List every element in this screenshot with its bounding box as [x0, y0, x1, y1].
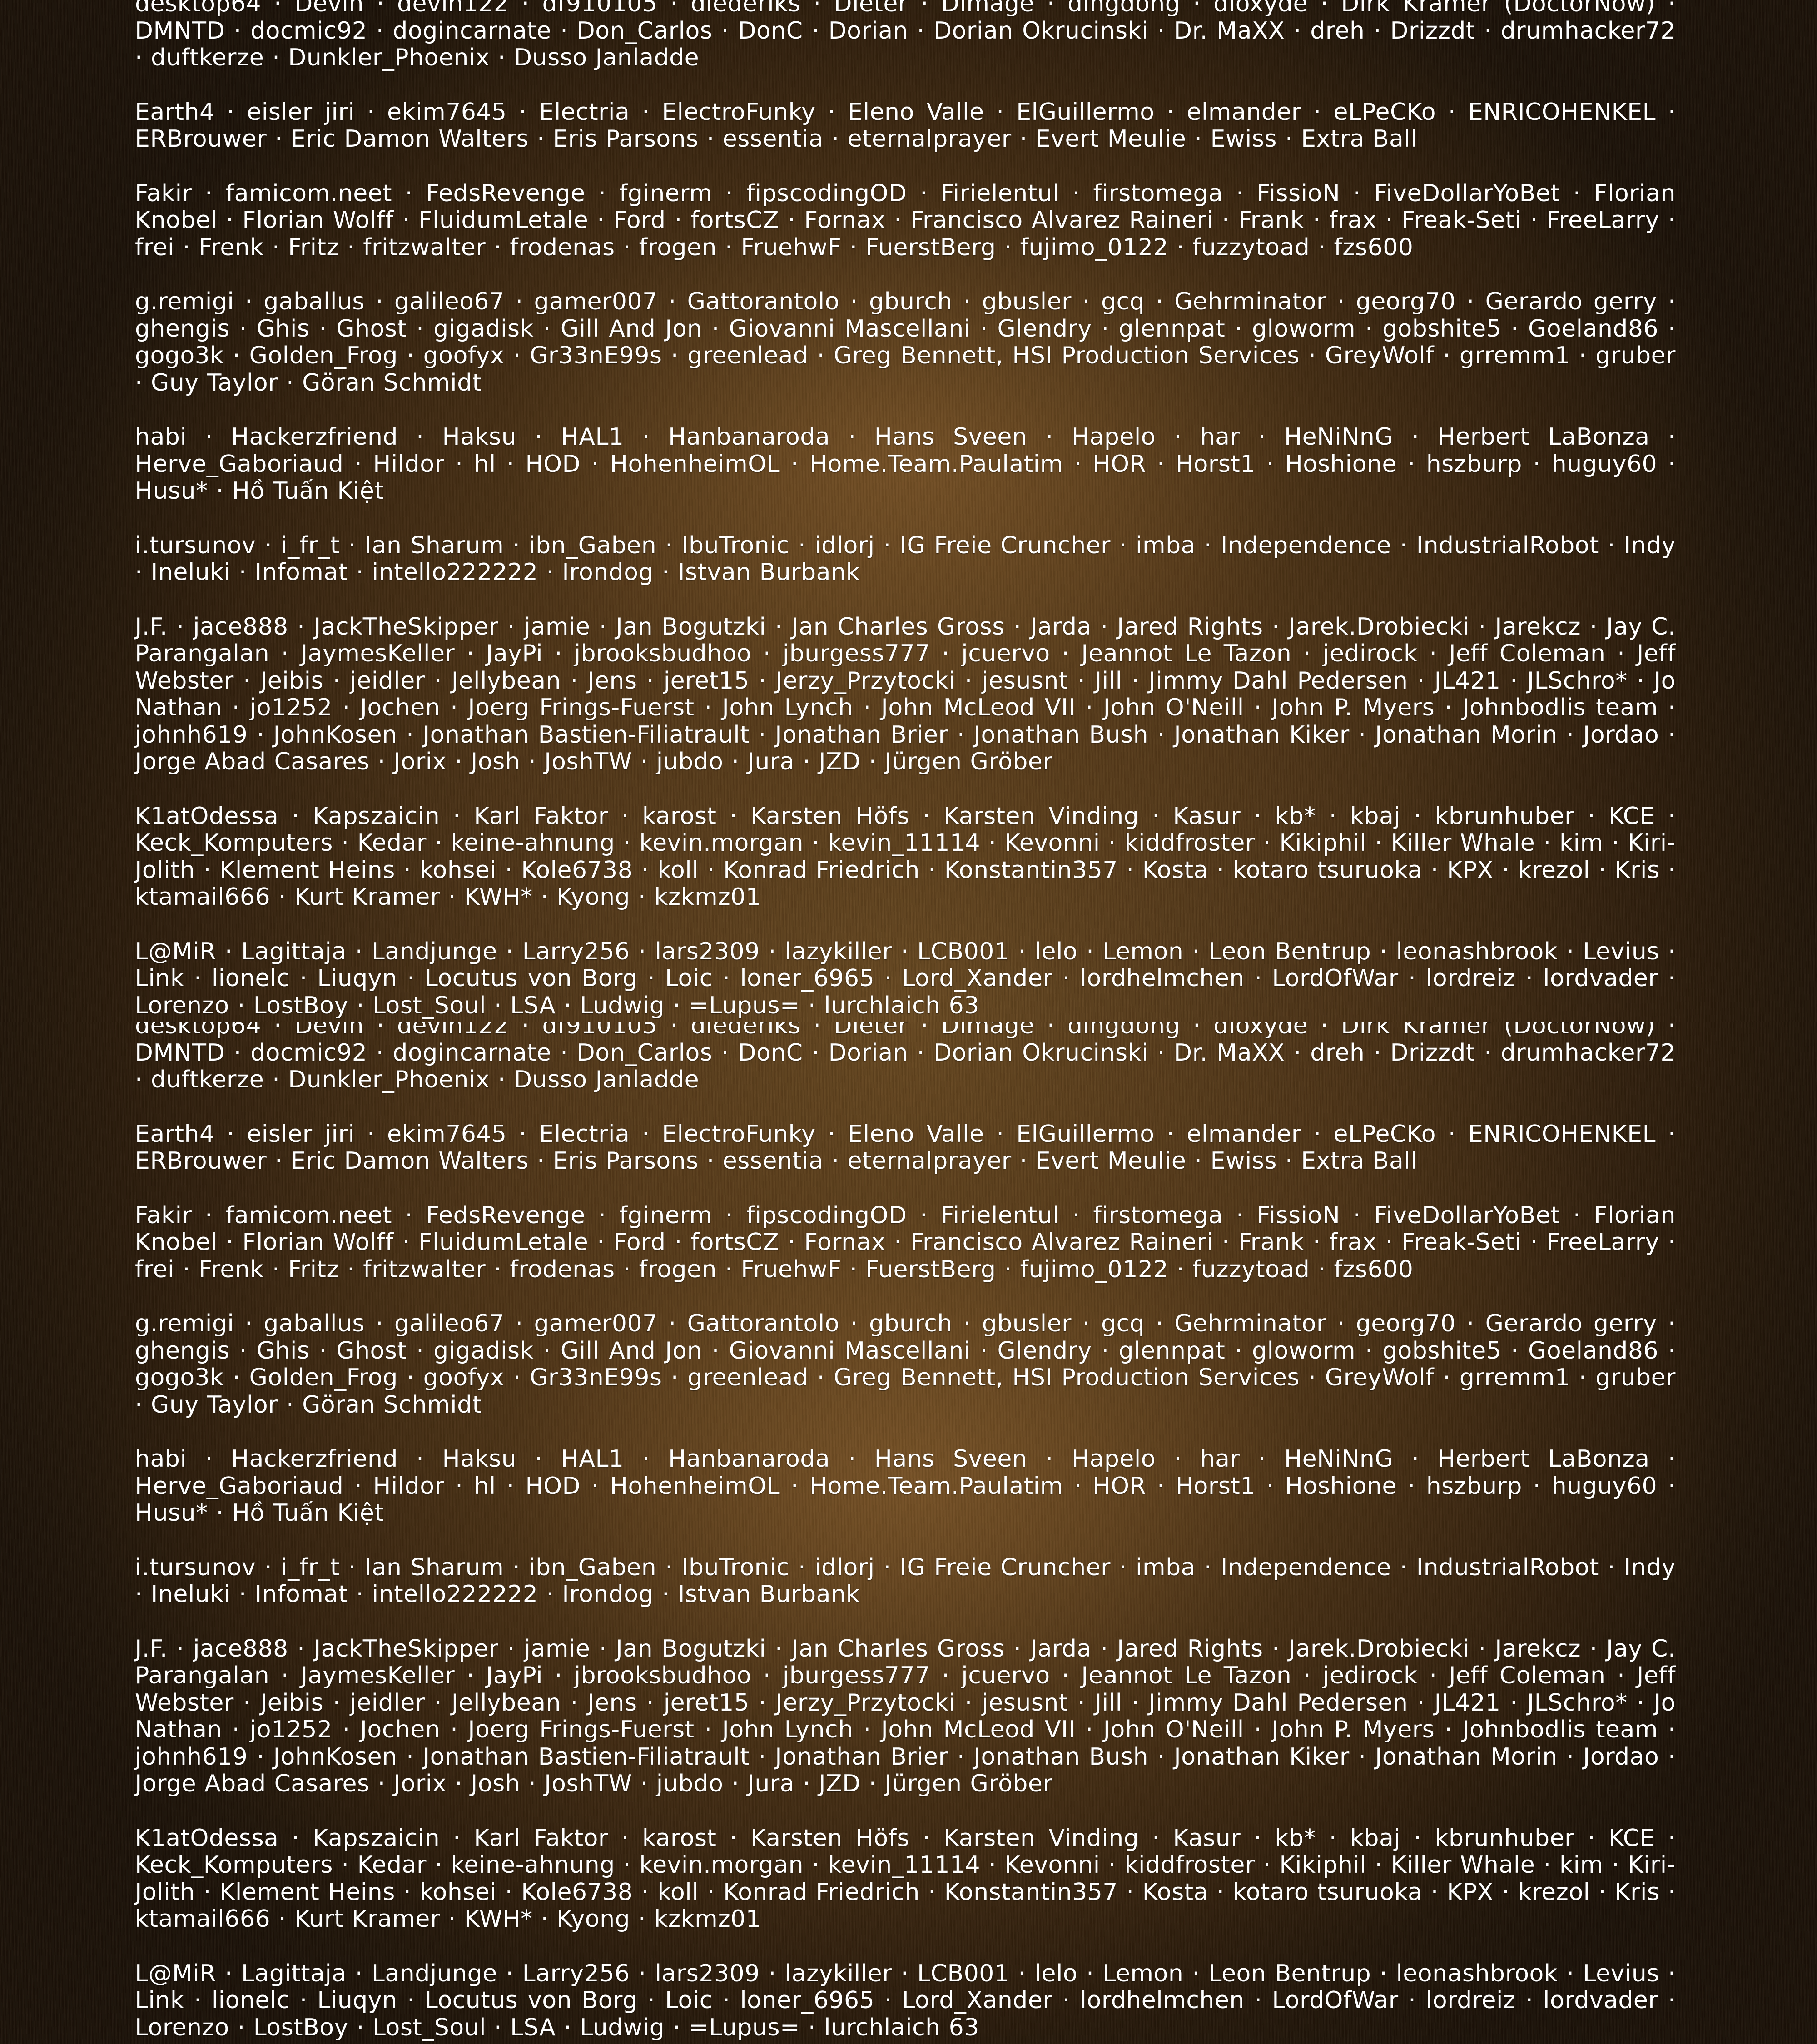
credits-section-j: J.F. · jace888 · JackTheSkipper · jamie · Jan Bogutzki · Jan Charles Gross · Jarda · Jared Rights · Jarek.Drobiecki · Jarekcz · Jay C. Parangalan · JaymesKeller · JayPi · jbrooksbudhoo · jburgess777 · jcuervo · Jeannot Le Tazon · jedirock · Jeff Coleman · Jeff Webster · Jeibis · jeidler · Jellybean · Jens · jeret15 · Jerzy_Przytocki · jesusnt · Jill · Jimmy Dahl Pedersen · JL421 · JLSchro* · Jo Nathan · jo1252 · Jochen · Joerg Frings-Fuerst · John Lynch · John McLeod VII · John O'Neill · John P. Myers · Johnbodlis team · johnh619 · JohnKosen · Jonathan Bastien-Filiatrault · Jonathan Brier · Jonathan Bush · Jonathan Kiker · Jonathan Morin · Jordao · Jorge Abad Casares · Jorix · Josh · JoshTW · jubdo · Jura · JZD · Jürgen Gröber	[135, 614, 1676, 776]
credits-section-g: g.remigi · gaballus · galileo67 · gamer007 · Gattorantolo · gburch · gbusler · gcq · Gehrminator · georg70 · Gerardo gerry · ghengis · Ghis · Ghost · gigadisk · Gill And Jon · Giovanni Mascellani · Glendry · glennpat · gloworm · gobshite5 · Goeland86 · gogo3k · Golden_Frog · goofyx · Gr33nE99s · greenlead · Greg Bennett, HSI Production Services · GreyWolf · grremm1 · gruber · Guy Taylor · Göran Schmidt	[135, 288, 1676, 397]
credits-section-j: J.F. · jace888 · JackTheSkipper · jamie · Jan Bogutzki · Jan Charles Gross · Jarda · Jared Rights · Jarek.Drobiecki · Jarekcz · Jay C. Parangalan · JaymesKeller · JayPi · jbrooksbudhoo · jburgess777 · jcuervo · Jeannot Le Tazon · jedirock · Jeff Coleman · Jeff Webster · Jeibis · jeidler · Jellybean · Jens · jeret15 · Jerzy_Przytocki · jesusnt · Jill · Jimmy Dahl Pedersen · JL421 · JLSchro* · Jo Nathan · jo1252 · Jochen · Joerg Frings-Fuerst · John Lynch · John McLeod VII · John O'Neill · John P. Myers · Johnbodlis team · johnh619 · JohnKosen · Jonathan Bastien-Filiatrault · Jonathan Brier · Jonathan Bush · Jonathan Kiker · Jonathan Morin · Jordao · Jorge Abad Casares · Jorix · Josh · JoshTW · jubdo · Jura · JZD · Jürgen Gröber	[135, 1636, 1676, 1798]
credits-section-g: g.remigi · gaballus · galileo67 · gamer007 · Gattorantolo · gburch · gbusler · gcq · Gehrminator · georg70 · Gerardo gerry · ghengis · Ghis · Ghost · gigadisk · Gill And Jon · Giovanni Mascellani · Glendry · glennpat · gloworm · gobshite5 · Goeland86 · gogo3k · Golden_Frog · goofyx · Gr33nE99s · greenlead · Greg Bennett, HSI Production Services · GreyWolf · grremm1 · gruber · Guy Taylor · Göran Schmidt	[135, 1310, 1676, 1419]
credits-section-e: Earth4 · eisler jiri · ekim7645 · Electria · ElectroFunky · Eleno Valle · ElGuillermo · elmander · eLPeCKo · ENRICOHENKEL · ERBrouwer · Eric Damon Walters · Eris Parsons · essentia · eternalprayer · Evert Meulie · Ewiss · Extra Ball	[135, 99, 1676, 153]
credits-section-k: K1atOdessa · Kapszaicin · Karl Faktor · karost · Karsten Höfs · Karsten Vinding · Kasur · kb* · kbaj · kbrunhuber · KCE · Keck_Komputers · Kedar · keine-ahnung · kevin.morgan · kevin_11114 · Kevonni · kiddfroster · Kikiphil · Killer Whale · kim · Kiri-Jolith · Klement Heins · kohsei · Kole6738 · koll · Konrad Friedrich · Konstantin357 · Kosta · kotaro tsuruoka · KPX · krezol · Kris · ktamail666 · Kurt Kramer · KWH* · Kyong · kzkmz01	[135, 1825, 1676, 1933]
credits-section-i: i.tursunov · i_fr_t · Ian Sharum · ibn_Gaben · IbuTronic · idlorj · IG Freie Cruncher · imba · Independence · IndustrialRobot · Indy · Ineluki · Infomat · intello222222 · Irondog · Istvan Burbank	[135, 1554, 1676, 1608]
credits-section-l: L@MiR · Lagittaja · Landjunge · Larry256 · lars2309 · lazykiller · LCB001 · lelo · Lemon · Leon Bentrup · leonashbrook · Levius · Link · lionelc · Liuqyn · Locutus von Borg · Loic · loner_6965 · Lord_Xander · lordhelmchen · LordOfWar · lordreiz · lordvader · Lorenzo · LostBoy · Lost_Soul · LSA · Ludwig · =Lupus= · lurchlaich 63	[135, 1960, 1676, 2042]
credits-section-i: i.tursunov · i_fr_t · Ian Sharum · ibn_Gaben · IbuTronic · idlorj · IG Freie Cruncher · imba · Independence · IndustrialRobot · Indy · Ineluki · Infomat · intello222222 · Irondog · Istvan Burbank	[135, 532, 1676, 586]
credits-section-f: Fakir · famicom.neet · FedsRevenge · fginerm · fipscodingOD · Firielentul · firstomega · FissioN · FiveDollarYoBet · Florian Knobel · Florian Wolff · FluidumLetale · Ford · fortsCZ · Fornax · Francisco Alvarez Raineri · Frank · frax · Freak-Seti · FreeLarry · frei · Frenk · Fritz · fritzwalter · frodenas · frogen · FruehwF · FuerstBerg · fujimo_0122 · fuzzytoad · fzs600	[135, 180, 1676, 262]
credits-section-e: Earth4 · eisler jiri · ekim7645 · Electria · ElectroFunky · Eleno Valle · ElGuillermo · elmander · eLPeCKo · ENRICOHENKEL · ERBrouwer · Eric Damon Walters · Eris Parsons · essentia · eternalprayer · Evert Meulie · Ewiss · Extra Ball	[135, 1121, 1676, 1175]
credits-section-k: K1atOdessa · Kapszaicin · Karl Faktor · karost · Karsten Höfs · Karsten Vinding · Kasur · kb* · kbaj · kbrunhuber · KCE · Keck_Komputers · Kedar · keine-ahnung · kevin.morgan · kevin_11114 · Kevonni · kiddfroster · Kikiphil · Killer Whale · kim · Kiri-Jolith · Klement Heins · kohsei · Kole6738 · koll · Konrad Friedrich · Konstantin357 · Kosta · kotaro tsuruoka · KPX · krezol · Kris · ktamail666 · Kurt Kramer · KWH* · Kyong · kzkmz01	[135, 803, 1676, 911]
credits-section-h: habi · Hackerzfriend · Haksu · HAL1 · Hanbanaroda · Hans Sveen · Hapelo · har · HeNiNnG · Herbert LaBonza · Herve_Gaboriaud · Hildor · hl · HOD · HohenheimOL · Home.Team.Paulatim · HOR · Horst1 · Hoshione · hszburp · huguy60 · Husu* · Hồ Tuấn Kiệt	[135, 424, 1676, 505]
credits-section-l: L@MiR · Lagittaja · Landjunge · Larry256 · lars2309 · lazykiller · LCB001 · lelo · Lemon · Leon Bentrup · leonashbrook · Levius · Link · lionelc · Liuqyn · Locutus von Borg · Loic · loner_6965 · Lord_Xander · lordhelmchen · LordOfWar · lordreiz · lordvader · Lorenzo · LostBoy · Lost_Soul · LSA · Ludwig · =Lupus= · lurchlaich 63	[135, 938, 1676, 1020]
credits-section-d: desktop64 · Devin · devin122 · df910105 · diederiks · Dieter · Dimage · dingdong · dioxyde · Dirk Krämer (DoctorNow) · DMNTD · docmic92 · dogincarnate · Don_Carlos · DonC · Dorian · Dorian Okrucinski · Dr. MaXX · dreh · Drizzdt · drumhacker72 · duftkerze · Dunkler_Phoenix · Dusso Janladde	[135, 0, 1676, 72]
credits-section-d: desktop64 · Devin · devin122 · df910105 · diederiks · Dieter · Dimage · dingdong · dioxyde · Dirk Krämer (DoctorNow) · DMNTD · docmic92 · dogincarnate · Don_Carlos · DonC · Dorian · Dorian Okrucinski · Dr. MaXX · dreh · Drizzdt · drumhacker72 · duftkerze · Dunkler_Phoenix · Dusso Janladde	[135, 1022, 1676, 1094]
credits-section-f: Fakir · famicom.neet · FedsRevenge · fginerm · fipscodingOD · Firielentul · firstomega · FissioN · FiveDollarYoBet · Florian Knobel · Florian Wolff · FluidumLetale · Ford · fortsCZ · Fornax · Francisco Alvarez Raineri · Frank · frax · Freak-Seti · FreeLarry · frei · Frenk · Fritz · fritzwalter · frodenas · frogen · FruehwF · FuerstBerg · fujimo_0122 · fuzzytoad · fzs600	[135, 1202, 1676, 1284]
credits-section-h: habi · Hackerzfriend · Haksu · HAL1 · Hanbanaroda · Hans Sveen · Hapelo · har · HeNiNnG · Herbert LaBonza · Herve_Gaboriaud · Hildor · hl · HOD · HohenheimOL · Home.Team.Paulatim · HOR · Horst1 · Hoshione · hszburp · huguy60 · Husu* · Hồ Tuấn Kiệt	[135, 1446, 1676, 1527]
